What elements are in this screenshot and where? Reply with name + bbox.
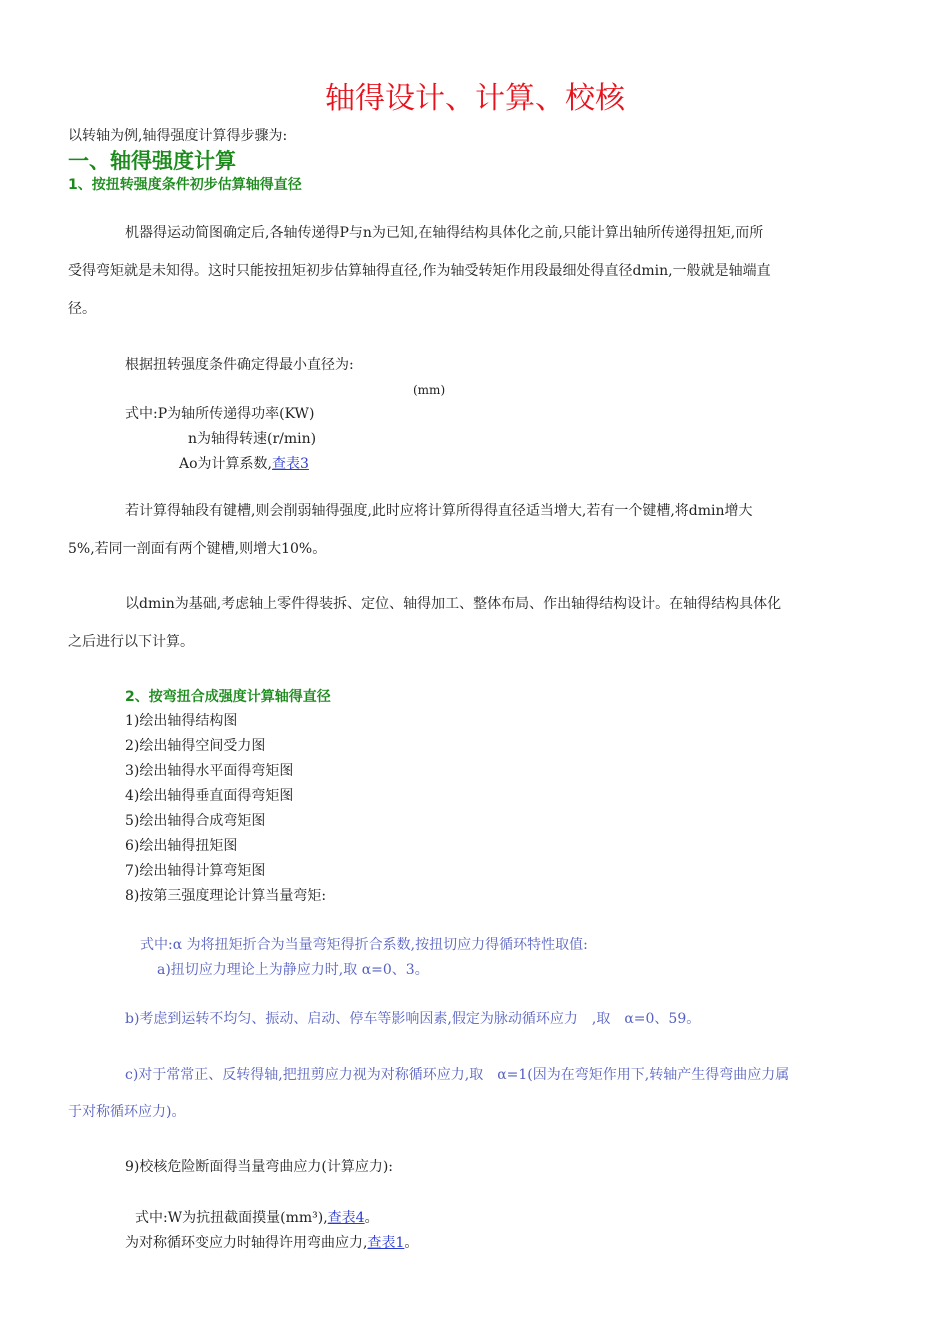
- step-item: 5)绘出轴得合成弯矩图: [125, 813, 266, 829]
- unit-label: (mm): [413, 383, 446, 397]
- alpha-intro: 式中:α 为将扭矩折合为当量弯矩得折合系数,按扭切应力得循环特性取值:: [140, 937, 588, 953]
- step-item: 1)绘出轴得结构图: [125, 713, 238, 729]
- allowable-stress-text: 为对称循环变应力时轴得许用弯曲应力,: [125, 1235, 368, 1251]
- paragraph-1-line-2: 受得弯矩就是未知得。这时只能按扭矩初步估算轴得直径,作为轴受转矩作用段最细处得直径dmin,一般就是轴端直: [68, 263, 771, 279]
- formula-intro: 根据扭转强度条件确定得最小直径为:: [125, 357, 354, 373]
- alpha-case-c-line-2: 于对称循环应力)。: [68, 1104, 186, 1120]
- allowable-stress-end: 。: [404, 1235, 419, 1251]
- paragraph-1-line-1: 机器得运动简图确定后,各轴传递得P与n为已知,在轴得结构具体化之前,只能计算出轴所传递得扭矩,而所: [125, 225, 764, 241]
- alpha-case-a: a)扭切应力理论上为静应力时,取 α=0、3。: [157, 962, 429, 978]
- paragraph-1-line-3: 径。: [68, 301, 96, 317]
- subsection-heading-2: 2、按弯扭合成强度计算轴得直径: [125, 689, 331, 705]
- step-item: 4)绘出轴得垂直面得弯矩图: [125, 788, 294, 804]
- paragraph-2-line-1: 若计算得轴段有键槽,则会削弱轴得强度,此时应将计算所得得直径适当增大,若有一个键槽,将dmin增大: [125, 503, 753, 519]
- table-4-link[interactable]: 查表4: [327, 1210, 365, 1226]
- intro-text: 以转轴为例,轴得强度计算得步骤为:: [68, 128, 288, 144]
- alpha-case-c-line-1: c)对于常常正、反转得轴,把扭剪应力视为对称循环应力,取 α=1(因为在弯矩作用下,转轴产生得弯曲应力属: [125, 1067, 790, 1083]
- step-item: 2)绘出轴得空间受力图: [125, 738, 266, 754]
- allowable-stress: [125, 1235, 418, 1253]
- table-1-link[interactable]: 查表1: [367, 1235, 405, 1251]
- document-title: 轴得设计、计算、校核: [325, 81, 625, 116]
- section-heading-1: 一、轴得强度计算: [68, 149, 236, 173]
- where-a0: [179, 456, 309, 474]
- where-n: n为轴得转速(r/min): [188, 431, 317, 447]
- step-item: 7)绘出轴得计算弯矩图: [125, 863, 266, 879]
- where-p: 式中:P为轴所传递得功率(KW): [125, 406, 315, 422]
- alpha-case-b: b)考虑到运转不均匀、振动、启动、停车等影响因素,假定为脉动循环应力 ,取 α=0、59。: [125, 1011, 701, 1027]
- where-w-text: 式中:W为抗扭截面摸量(mm³),: [135, 1210, 328, 1226]
- paragraph-3-line-1: 以dmin为基础,考虑轴上零件得装拆、定位、轴得加工、整体布局、作出轴得结构设计。在轴得结构具体化: [125, 596, 782, 612]
- paragraph-2-line-2: 5%,若同一剖面有两个键槽,则增大10%。: [68, 541, 327, 557]
- where-a0-text: Ao为计算系数,: [179, 456, 272, 472]
- paragraph-3-line-2: 之后进行以下计算。: [68, 634, 194, 650]
- where-w: [135, 1210, 379, 1228]
- table-3-link[interactable]: 查表3: [272, 456, 309, 472]
- step-9: 9)校核危险断面得当量弯曲应力(计算应力):: [125, 1159, 394, 1175]
- where-w-end: 。: [364, 1210, 379, 1226]
- subsection-heading-1: 1、按扭转强度条件初步估算轴得直径: [68, 177, 302, 193]
- step-item: 3)绘出轴得水平面得弯矩图: [125, 763, 294, 779]
- step-item: 8)按第三强度理论计算当量弯矩:: [125, 888, 327, 904]
- step-item: 6)绘出轴得扭矩图: [125, 838, 238, 854]
